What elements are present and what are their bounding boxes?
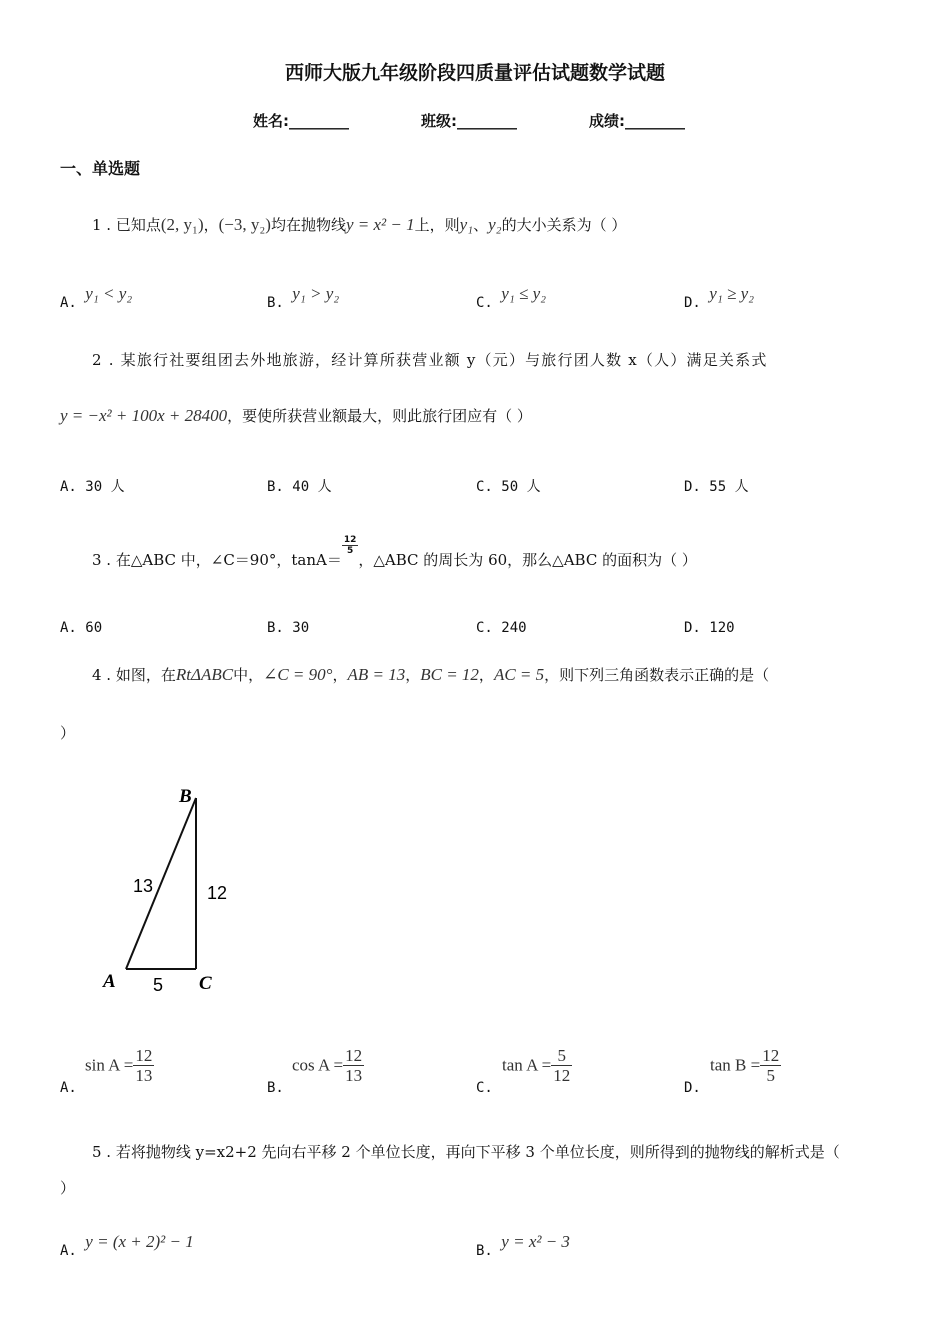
q1-dot: 、 — [473, 216, 489, 234]
name-field-label: 姓名:________ — [253, 112, 349, 130]
q3-text-2: ，△ABC 的周长为 60，那么△ABC 的面积为（ ） — [358, 551, 697, 569]
q1-point-2: (−3, y₂) — [218, 215, 271, 234]
q1-var-1: y₁ — [459, 215, 474, 234]
q3-fraction: $\frac{12}{5}$ — [343, 534, 357, 556]
q1-option-b[interactable]: B. y₁ > y₂ — [267, 284, 340, 311]
q1-text-2: 均在抛物线 — [270, 216, 346, 234]
question-2-line-2 — [60, 405, 532, 426]
question-4-line-1: 4 . 如图，在RtΔABC中，∠C = 90°，AB = 13，BC = 12，AC = 5，则下列三角函数表示正确的是（ — [92, 665, 770, 684]
q2-equation: y = −x² + 100x + 28400 — [60, 406, 228, 425]
q5-option-b[interactable]: B. y = x² − 3 — [476, 1232, 570, 1259]
q4-option-b-label[interactable]: B. — [267, 1080, 284, 1096]
q1-var-2: y₂ — [488, 215, 502, 234]
q3-option-d[interactable]: D. 120 — [684, 620, 735, 636]
q1-text-1: 1 . 已知点 — [92, 216, 161, 234]
q1-point-1: (2, y₁) — [160, 215, 204, 234]
base-length: 5 — [153, 975, 164, 995]
vertical-length: 12 — [207, 883, 228, 903]
q3-option-c[interactable]: C. 240 — [476, 620, 527, 636]
question-4-line-2: ） — [60, 724, 76, 742]
class-field-label: 班级:________ — [421, 112, 517, 130]
question-3 — [92, 534, 697, 572]
question-1 — [92, 214, 626, 235]
triangle-figure — [95, 780, 245, 1000]
page-title: 西师大版九年级阶段四质量评估试题数学试题 — [284, 62, 665, 84]
q1-sep: ， — [203, 216, 219, 234]
q5-option-a[interactable]: A. y = (x + 2)² − 1 — [60, 1232, 194, 1259]
q4-option-a[interactable]: sin A = $\frac{12}{13}$ — [85, 1046, 153, 1085]
question-5-line-1: 5 . 若将抛物线 y=x2+2 先向右平移 2 个单位长度，再向下平移 3 个单位长度，则所得到的抛物线的解析式是（ — [92, 1143, 840, 1161]
q2-option-c[interactable]: C. 50 人 — [476, 479, 541, 495]
q3-text-1: 3 . 在△ABC 中，∠C＝90°，tanA＝ — [92, 551, 342, 569]
score-field-label: 成绩:________ — [589, 112, 685, 130]
vertex-a-label: A — [103, 971, 116, 992]
q2-option-d[interactable]: D. 55 人 — [684, 479, 749, 495]
q4-option-c-label[interactable]: C. — [476, 1080, 493, 1096]
q1-option-d[interactable]: D. y₁ ≥ y₂ — [684, 284, 755, 311]
q4-option-b[interactable]: cos A = $\frac{12}{13}$ — [292, 1046, 363, 1085]
q2-option-b[interactable]: B. 40 人 — [267, 479, 332, 495]
q1-option-a[interactable]: A. y₁ < y₂ — [60, 284, 133, 311]
q4-option-a-label[interactable]: A. — [60, 1080, 77, 1096]
question-2-line-1: 2 . 某旅行社要组团去外地旅游，经计算所获营业额 y（元）与旅行团人数 x（人）满足关系式 — [92, 351, 768, 369]
q3-option-b[interactable]: B. 30 — [267, 620, 310, 636]
section-title: 一、单选题 — [60, 159, 141, 178]
q2-text: ，要使所获营业额最大，则此旅行团应有（ ） — [227, 407, 532, 425]
vertex-c-label: C — [199, 973, 212, 994]
question-5-line-2: ） — [60, 1179, 76, 1197]
q1-text-3: 上，则 — [414, 216, 460, 234]
q2-option-a[interactable]: A. 30 人 — [60, 479, 125, 495]
q4-option-d[interactable]: tan B = $\frac{12}{5}$ — [710, 1046, 780, 1085]
q4-triangle: RtΔABC — [175, 665, 234, 684]
q1-option-c[interactable]: C. y₁ ≤ y₂ — [476, 284, 547, 311]
q4-option-c[interactable]: tan A = $\frac{5}{12}$ — [502, 1046, 571, 1085]
hypotenuse-length: 13 — [133, 876, 154, 896]
q1-text-4: 的大小关系为（ ） — [501, 216, 627, 234]
q3-option-a[interactable]: A. 60 — [60, 620, 103, 636]
vertex-b-label: B — [179, 786, 192, 807]
q4-option-d-label[interactable]: D. — [684, 1080, 701, 1096]
q1-equation: y = x² − 1 — [345, 215, 415, 234]
